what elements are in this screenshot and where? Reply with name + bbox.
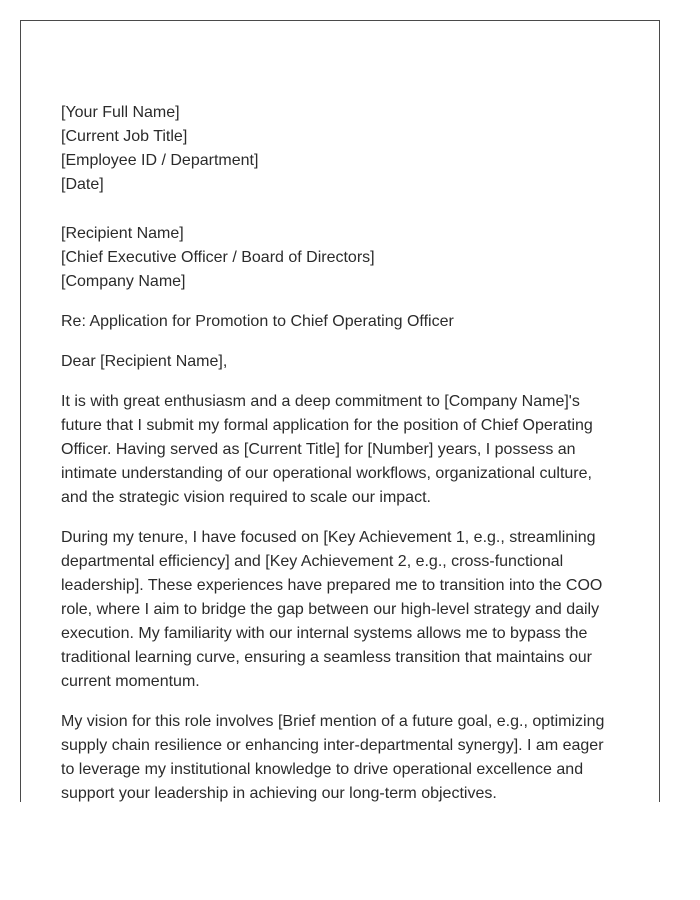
sender-employee-id-department: [Employee ID / Department] [61,152,259,169]
recipient-name: [Recipient Name] [61,225,184,242]
subject-line: Re: Application for Promotion to Chief Operating Officer [61,313,454,330]
letter-date: [Date] [61,176,104,193]
salutation: Dear [Recipient Name], [61,353,228,370]
body-paragraph-3: My vision for this role involves [Brief mention of a future goal, e.g., optimizing supply chain resilience or enhancing inter-departmental synergy]. I am eager to leverage my institutional knowledge to drive operational excellence and support your leadership in achieving our long-term objectives. [61,713,605,802]
recipient-block [61,222,621,294]
sender-full-name: [Your Full Name] [61,104,180,121]
sender-block [61,101,621,197]
body-paragraph-1: It is with great enthusiasm and a deep commitment to [Company Name]'s future that I submit my formal application for the position of Chief Operating Officer. Having served as [Current Title] for [Number] years, I possess an intimate understanding of our operational workflows, organizational culture, and the strategic vision required to scale our impact. [61,393,593,506]
recipient-company: [Company Name] [61,273,186,290]
sender-job-title: [Current Job Title] [61,128,188,145]
body-paragraph-2: During my tenure, I have focused on [Key Achievement 1, e.g., streamlining departmental efficiency] and [Key Achievement 2, e.g., cross-functional leadership]. These experiences have prepared me to transition into the COO role, where I aim to bridge the gap between our high-level strategy and daily execution. My familiarity with our internal systems allows me to bypass the traditional learning curve, ensuring a seamless transition that maintains our current momentum. [61,529,603,690]
letter-content [61,101,621,802]
letter-page [20,20,660,802]
recipient-title: [Chief Executive Officer / Board of Directors] [61,249,375,266]
